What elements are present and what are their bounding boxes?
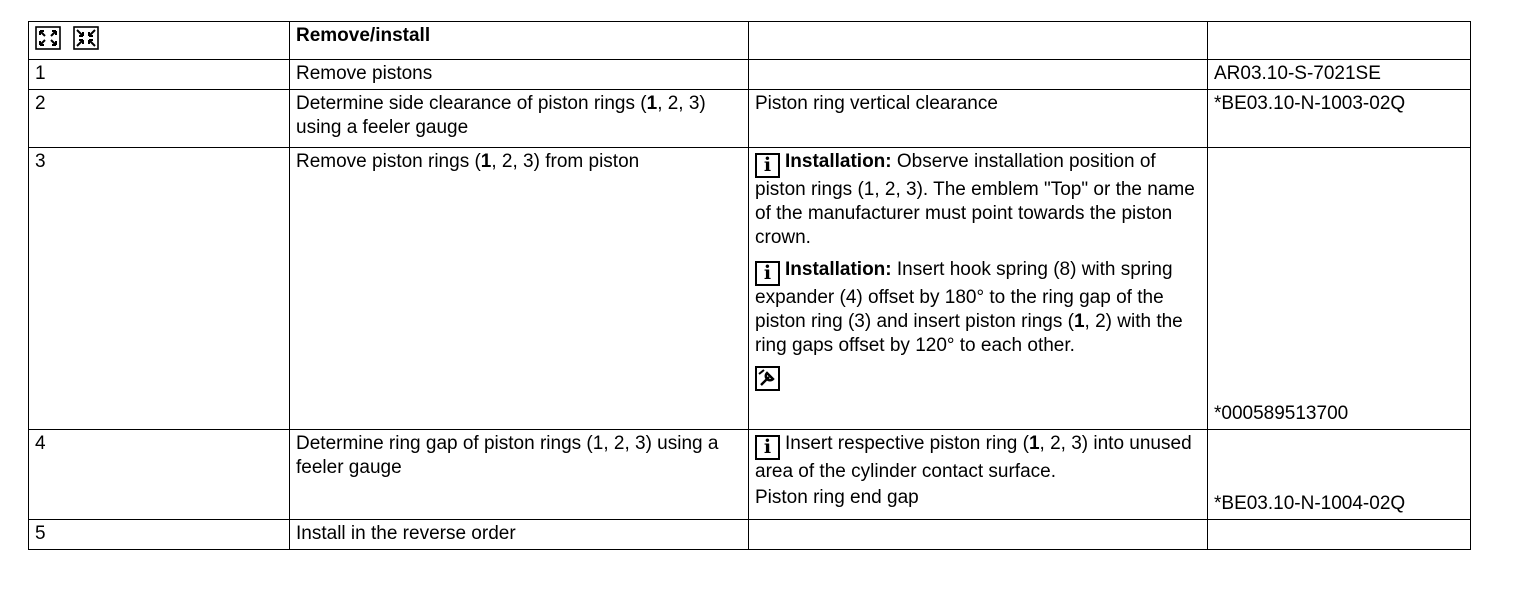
table-row — [29, 60, 1471, 90]
special-tool-icon[interactable] — [755, 366, 780, 391]
step-number: 1 — [29, 60, 290, 90]
info-note: i Insert respective piston ring (1, 2, 3) into unused area of the cylinder contact surface. — [755, 433, 1192, 482]
table-row — [29, 430, 1471, 520]
installation-note-1: i Installation: Observe installation position of piston rings (1, 2, 3). The emblem "Top" or the name of the manufacturer must point towards the piston crown. — [755, 151, 1195, 248]
step-text: Install in the reverse order — [290, 520, 749, 550]
step-ref — [1208, 520, 1471, 550]
step-text: Determine side clearance of piston rings (1, 2, 3) using a feeler gauge — [290, 90, 749, 148]
remove-icon — [35, 26, 61, 50]
end-gap-label: Piston ring end gap — [755, 487, 919, 508]
installation-note-2: i Installation: Insert hook spring (8) with spring expander (4) offset by 180° to the ring gap of the piston ring (3) and insert piston rings (1, 2) with the ring gaps offset by 120° to each other. — [755, 259, 1183, 356]
header-row — [29, 22, 1471, 60]
step-note — [749, 430, 1208, 520]
header-empty-4 — [1208, 22, 1471, 60]
step-ref-cell — [1208, 430, 1471, 520]
step-note — [749, 520, 1208, 550]
info-icon: i — [755, 435, 780, 460]
table-row — [29, 520, 1471, 550]
info-icon: i — [755, 261, 780, 286]
step-number: 5 — [29, 520, 290, 550]
step-number: 4 — [29, 430, 290, 520]
table-row — [29, 148, 1471, 430]
step-note — [749, 60, 1208, 90]
step-note — [749, 148, 1208, 430]
step-ref-link[interactable]: *BE03.10-N-1004-02Q — [1214, 493, 1406, 514]
header-title: Remove/install — [290, 22, 749, 60]
step-ref-cell — [1208, 148, 1471, 430]
tool-note — [755, 366, 1202, 394]
header-icons-cell — [29, 22, 290, 60]
step-ref-link[interactable]: *BE03.10-N-1003-02Q — [1208, 90, 1471, 148]
table-row — [29, 90, 1471, 148]
info-icon: i — [755, 153, 780, 178]
header-empty-3 — [749, 22, 1208, 60]
step-text: Remove piston rings (1, 2, 3) from piston — [290, 148, 749, 430]
step-text: Remove pistons — [290, 60, 749, 90]
tool-number-link[interactable]: *000589513700 — [1214, 403, 1349, 424]
step-text: Determine ring gap of piston rings (1, 2, 3) using a feeler gauge — [290, 430, 749, 520]
step-number: 2 — [29, 90, 290, 148]
procedure-table — [28, 21, 1471, 550]
step-number: 3 — [29, 148, 290, 430]
step-ref-link[interactable]: AR03.10-S-7021SE — [1208, 60, 1471, 90]
step-note: Piston ring vertical clearance — [749, 90, 1208, 148]
install-icon — [73, 26, 99, 50]
